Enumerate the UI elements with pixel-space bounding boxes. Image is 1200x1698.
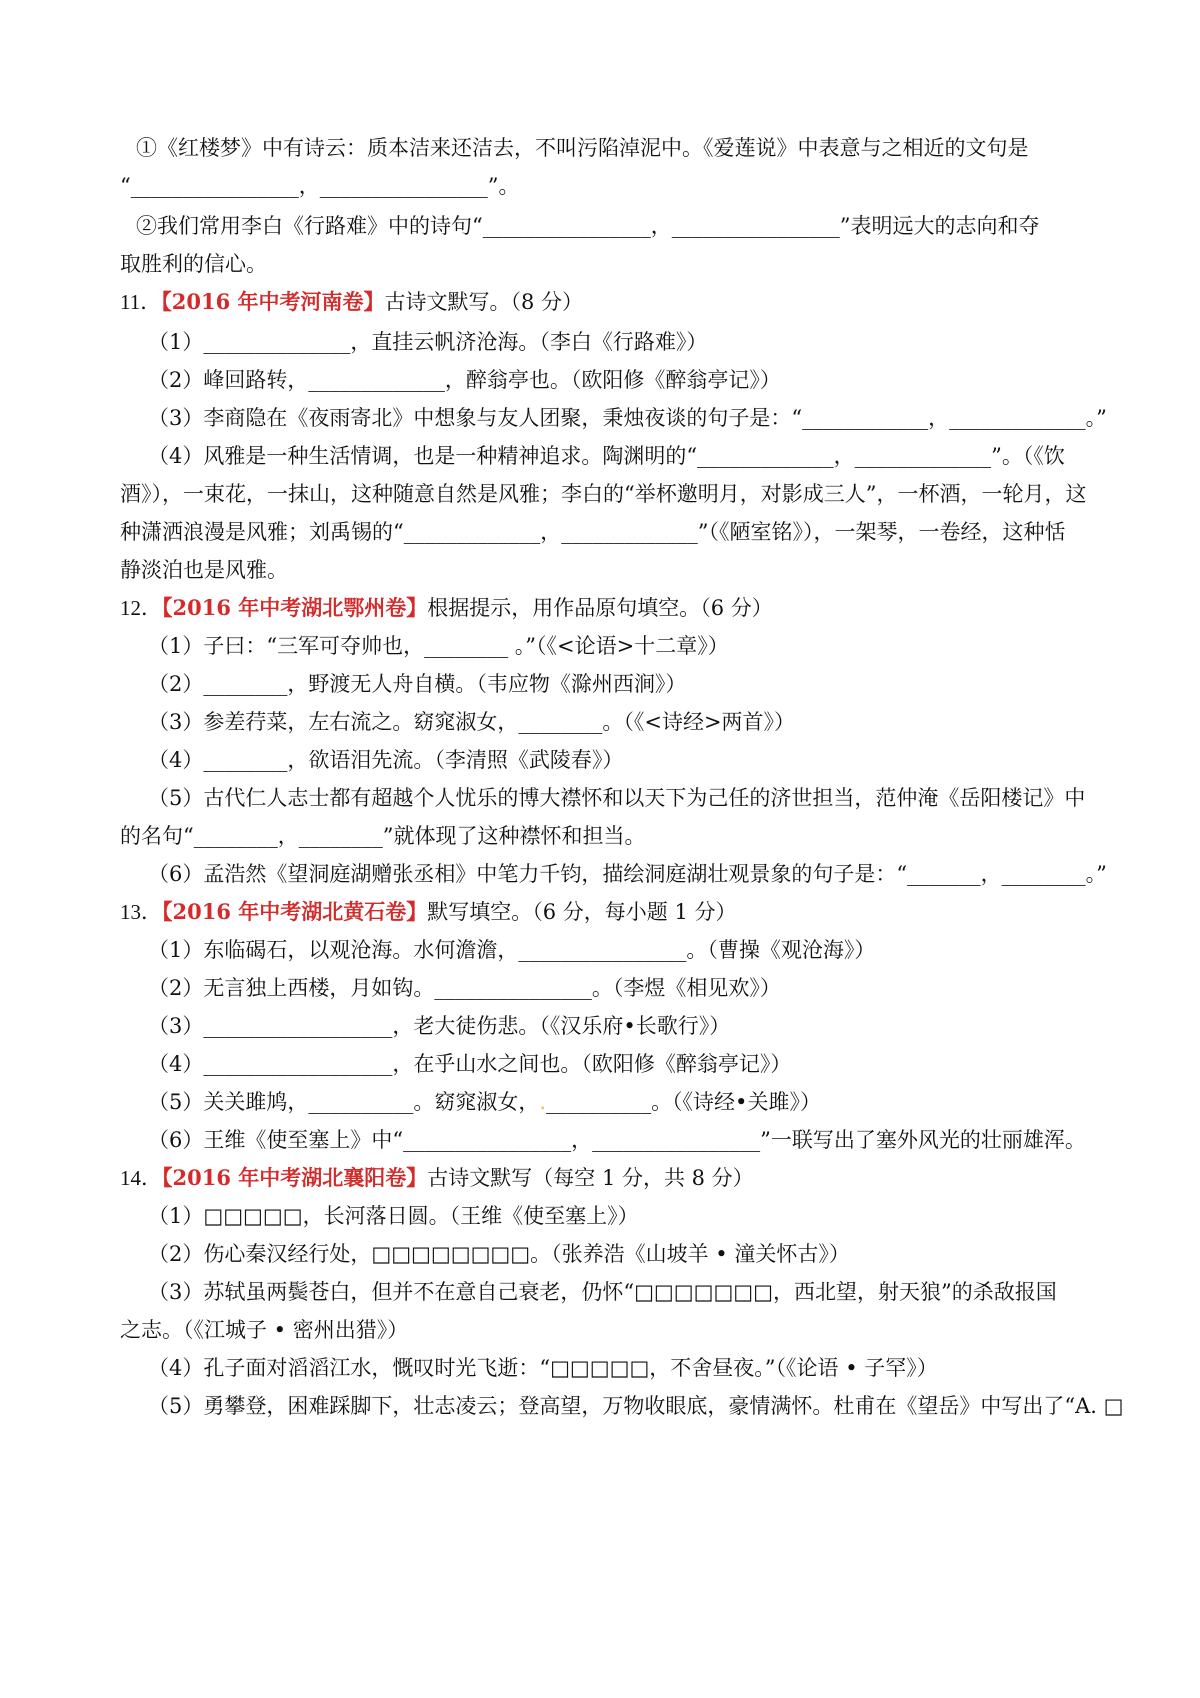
text-line: （1）子曰：“三军可夺帅也，________ 。”（《<论语>十二章》）	[148, 634, 729, 658]
text-line: （2）________，野渡无人舟自横。（韦应物《滁州西涧》）	[148, 672, 687, 696]
question-number: 13．	[120, 900, 162, 924]
stray-dot-mark: .	[539, 1090, 547, 1114]
text-line: （3）李商隐在《夜雨寄北》中想象与友人团聚，秉烛夜谈的句子是：“____________，_____________。”	[148, 406, 1107, 430]
text-line: （1）东临碣石，以观沧海。水何澹澹，________________。（曹操《观沧海》）	[148, 938, 876, 962]
text-line: （4）________，欲语泪先流。（李清照《武陵春》）	[148, 748, 624, 772]
source-tag: 【2016 年中考河南卷】	[161, 289, 385, 314]
question-instruction: 根据提示，用作品原句填空。（6 分）	[427, 596, 773, 620]
text-line: （1）______________，直挂云帆济沧海。（李白《行路难》）	[148, 330, 708, 354]
text-line: ②我们常用李白《行路难》中的诗句“________________，________________”表明远大的志向和夺	[136, 214, 1040, 238]
source-tag: 【2016 年中考湖北鄂州卷】	[162, 595, 428, 620]
text-line: （4）__________________，在乎山水之间也。（欧阳修《醉翁亭记》）	[148, 1052, 792, 1076]
question-instruction: 古诗文默写。（8 分）	[384, 290, 584, 314]
text-line: （4）孔子面对滔滔江水，慨叹时光飞逝：“□□□□□，不舍昼夜。”（《论语 • 子罕》）	[148, 1356, 938, 1380]
text-line: （2）伤心秦汉经行处，□□□□□□□□。（张养浩《山坡羊 • 潼关怀古》）	[148, 1242, 850, 1266]
text-line: 酒》），一束花，一抹山，这种随意自然是风雅；李白的“举杯邀明月，对影成三人”，一杯酒，一轮月，这	[120, 482, 1087, 506]
text-line: （3）参差荇菜，左右流之。窈窕淑女，________。（《<诗经>两首》）	[148, 710, 796, 734]
text-line: “________________，________________”。	[120, 174, 520, 198]
text-line: （2）无言独上西楼，月如钩。_______________。（李煜《相见欢》）	[148, 976, 781, 1000]
question-number: 12．	[120, 596, 162, 620]
source-tag: 【2016 年中考湖北襄阳卷】	[162, 1165, 428, 1190]
text-line: 之志。（《江城子 • 密州出猎》）	[120, 1318, 409, 1342]
text-line: （5）勇攀登，困难踩脚下，壮志凌云；登高望，万物收眼底，豪情满怀。杜甫在《望岳》中写出了“A. □	[148, 1394, 1124, 1418]
question-heading	[120, 280, 1200, 324]
text-line: （3）苏轼虽两鬓苍白，但并不在意自己衰老，仍怀“□□□□□□□，西北望，射天狼”的杀敌报国	[148, 1280, 1057, 1304]
text-line: （4）风雅是一种生活情调，也是一种精神追求。陶渊明的“_____________，_____________”。（《饮	[148, 444, 1065, 468]
source-tag: 【2016 年中考湖北黄石卷】	[162, 899, 428, 924]
text-line: （3）__________________，老大徒伤悲。（《汉乐府•长歌行》）	[148, 1014, 731, 1038]
text-line: 的名句“________，________”就体现了这种襟怀和担当。	[120, 824, 646, 848]
question-instruction: 古诗文默写（每空 1 分，共 8 分）	[427, 1166, 754, 1190]
question-number: 14．	[120, 1166, 162, 1190]
text-line: 种潇洒浪漫是风雅；刘禹锡的“_____________，_____________”（《陋室铭》），一架琴，一卷经，这种恬	[120, 520, 1066, 544]
text-line: （1）□□□□□，长河落日圆。（王维《使至塞上》）	[148, 1204, 639, 1228]
text-line: （6）孟浩然《望洞庭湖赠张丞相》中笔力千钧，描绘洞庭湖壮观景象的句子是：“_______，________。”	[148, 862, 1107, 886]
question-number: 11．	[120, 290, 162, 314]
text-line: 取胜利的信心。	[120, 252, 267, 276]
text-line: 静淡泊也是风雅。	[120, 558, 288, 582]
question-instruction: 默写填空。（6 分，每小题 1 分）	[427, 900, 737, 924]
text-line: （6）王维《使至塞上》中“________________，________________”一联写出了塞外风光的壮丽雄浑。	[148, 1128, 1086, 1152]
text-line: （5）古代仁人志士都有超越个人忧乐的博大襟怀和以天下为己任的济世担当，范仲淹《岳阳楼记》中	[148, 786, 1086, 810]
text-line: ①《红楼梦》中有诗云：质本洁来还洁去，不叫污陷淖泥中。《爱莲说》中表意与之相近的文句是	[136, 136, 1029, 160]
text-line: （5）关关雎鸠，__________。窈窕淑女，.__________。（《诗经•关雎》）	[148, 1090, 821, 1114]
text-line: （2）峰回路转，_____________，醉翁亭也。（欧阳修《醉翁亭记》）	[148, 368, 781, 392]
